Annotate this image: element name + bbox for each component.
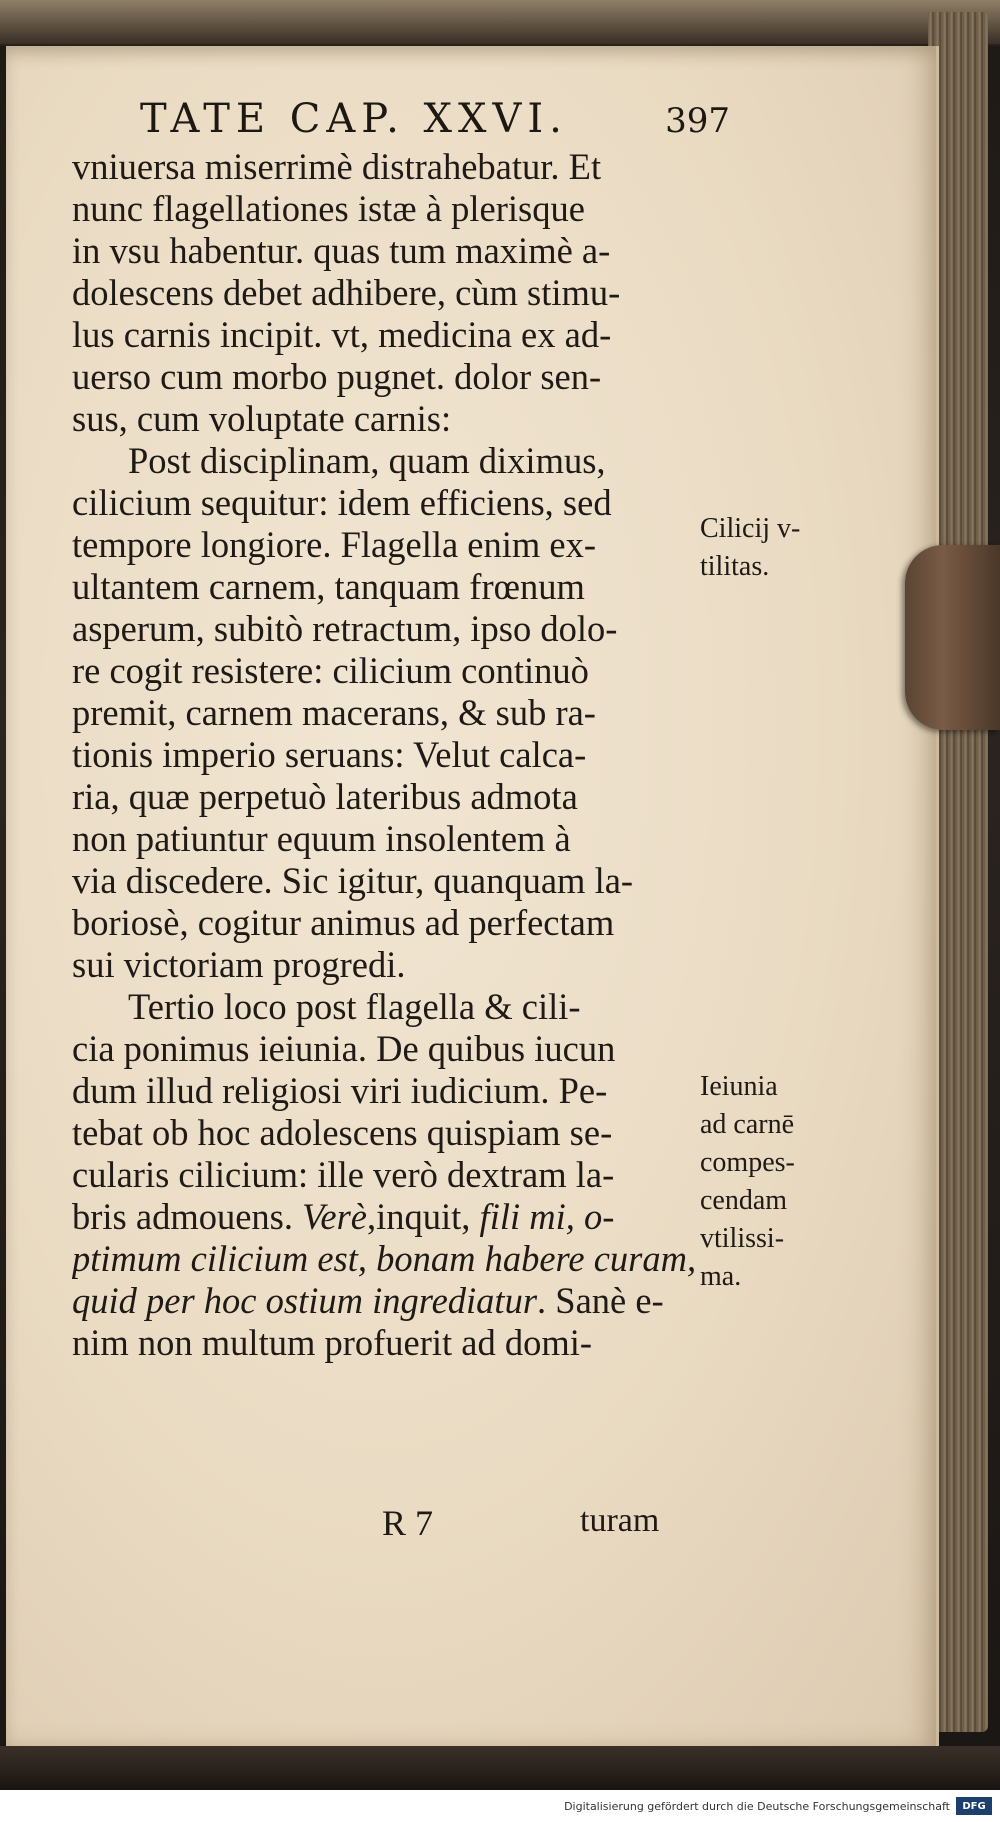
text-line: in vsu habentur. quas tum maximè a- — [72, 230, 611, 271]
text-line: boriosè, cogitur animus ad perfectam — [72, 902, 615, 943]
italic-run: fili mi, o- — [479, 1196, 615, 1237]
funding-credit: Digitalisierung gefördert durch die Deutsche Forschungsgemeinschaft — [564, 1799, 950, 1813]
text-line: uerso cum morbo pugnet. dolor sen- — [72, 356, 602, 397]
text-line-mixed — [72, 1280, 696, 1322]
page-number: 397 — [665, 101, 730, 141]
text-line: asperum, subitò retractum, ipso dolo- — [72, 608, 618, 649]
text-line: dolescens debet adhibere, cùm stimu- — [72, 272, 621, 313]
book-top-edge — [0, 0, 1000, 46]
text-line: dum illud religiosi viri iudicium. Pe- — [72, 1070, 608, 1111]
text-line: nunc flagellationes istæ à plerisque — [72, 188, 585, 229]
text-line: sui victoriam progredi. — [72, 944, 406, 985]
marginal-note-line: cendam — [700, 1185, 788, 1216]
text-line: re cogit resistere: cilicium continuò — [72, 650, 589, 691]
text-line: sus, cum voluptate carnis: — [72, 398, 452, 439]
text-line-mixed — [72, 1196, 696, 1238]
text-line: cia ponimus ieiunia. De quibus iucun — [72, 1028, 616, 1069]
running-head — [140, 96, 730, 142]
text-line: tebat ob hoc adolescens quispiam se- — [72, 1112, 613, 1153]
marginal-note-line: compes- — [700, 1147, 795, 1178]
marginal-note-ieiunia — [700, 1068, 840, 1296]
text-line: vniuersa miserrimè distrahebatur. Et — [72, 146, 602, 187]
text-line: non patiuntur equum insolentem à — [72, 818, 571, 859]
text-line: Tertio loco post flagella & cili- — [128, 986, 581, 1027]
italic-run: Verè — [302, 1196, 367, 1237]
italic-run: ptimum cilicium est, bonam habere curam, — [72, 1238, 696, 1279]
marginal-note-line: tilitas. — [700, 551, 770, 582]
text-line: ultantem carnem, tanquam frœnum — [72, 566, 585, 607]
text-run: bris admouens. — [72, 1196, 303, 1237]
signature-mark: R 7 — [382, 1503, 434, 1543]
text-line: tempore longiore. Flagella enim ex- — [72, 524, 597, 565]
marginal-note-line: Cilicij v- — [700, 513, 801, 544]
text-line: tionis imperio seruans: Velut calca- — [72, 734, 587, 775]
text-line: lus carnis incipit. vt, medicina ex ad- — [72, 314, 612, 355]
text-line: premit, carnem macerans, & sub ra- — [72, 692, 596, 733]
text-line: Post disciplinam, quam diximus, — [128, 440, 606, 481]
marginal-note-line: Ieiunia — [700, 1071, 778, 1102]
italic-run: quid per hoc ostium ingrediatur — [72, 1280, 538, 1321]
chapter-heading: TATE CAP. XXVI. — [140, 96, 568, 142]
text-line: ria, quæ perpetuò lateribus admota — [72, 776, 578, 817]
text-run: . Sanè e- — [537, 1280, 664, 1321]
marginal-note-line: ad carnē — [700, 1109, 795, 1140]
body-text — [72, 146, 696, 1364]
dfg-logo: DFG — [956, 1797, 992, 1815]
book-bottom-edge — [0, 1746, 1000, 1790]
marginal-note-cilicium — [700, 510, 880, 586]
credit-bar — [0, 1790, 1000, 1822]
marginal-note-line: ma. — [700, 1261, 742, 1292]
text-line: cularis cilicium: ille verò dextram la- — [72, 1154, 615, 1195]
book-clasp — [905, 545, 1000, 730]
marginal-note-line: vtilissi- — [700, 1223, 785, 1254]
text-line: cilicium sequitur: idem efficiens, sed — [72, 482, 612, 523]
text-run: ,inquit, — [366, 1196, 480, 1237]
catchword: turam — [580, 1502, 660, 1539]
text-line: via discedere. Sic igitur, quanquam la- — [72, 860, 634, 901]
text-line-italic — [72, 1238, 696, 1280]
text-line: nim non multum profuerit ad domi- — [72, 1322, 593, 1363]
